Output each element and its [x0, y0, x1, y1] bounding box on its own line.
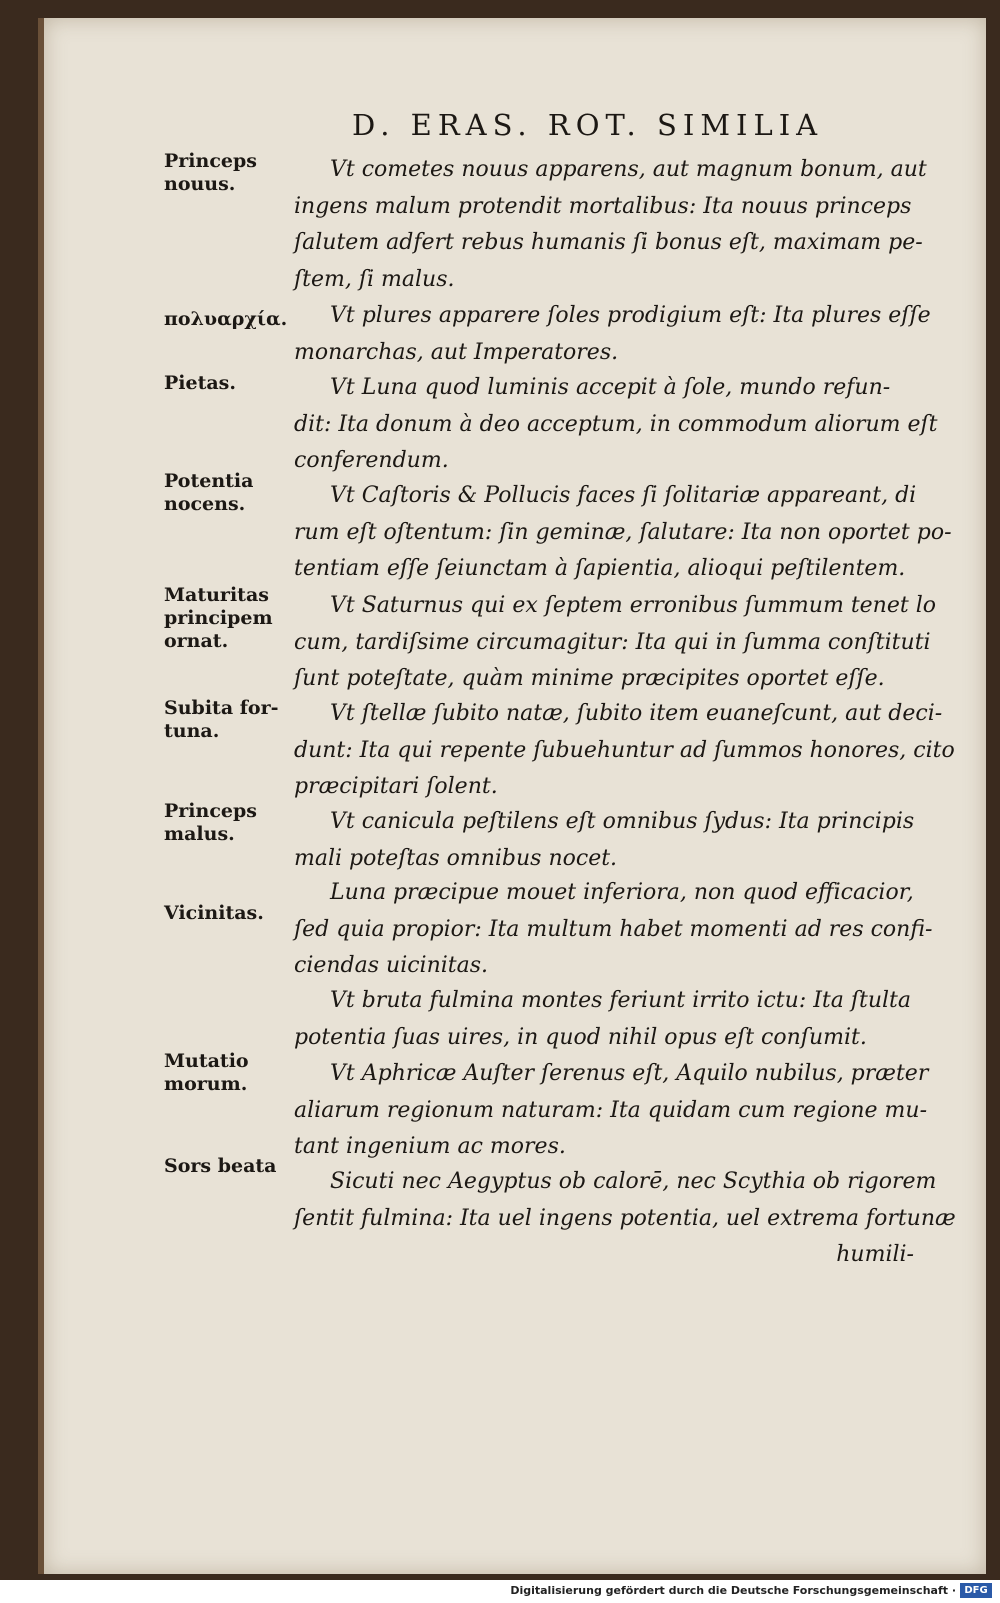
paragraph: Vt canicula peſtilens eſt omnibus ſydus: Ita principis mali poteſtas omnibus nocet. [294, 809, 915, 871]
margin-note: Pietas. [164, 372, 236, 394]
margin-note: Vicinitas. [164, 902, 264, 924]
margin-note: πολυαρχία. [164, 308, 288, 330]
dfg-logo-icon: DFG [960, 1583, 992, 1598]
margin-note: Subita for- tuna. [164, 697, 279, 742]
footer-bar [0, 1580, 1000, 1603]
margin-note: Sors beata [164, 1155, 277, 1177]
margin-note: Potentia nocens. [164, 470, 254, 515]
paragraph: Vt Aphricæ Auſter ſerenus eſt, Aquilo nubilus, præter aliarum regionum naturam: Ita quidam cum regione mu- tant ingenium ac mores. [294, 1061, 929, 1159]
margin-note: Maturitas principem ornat. [164, 584, 273, 652]
paragraph: Vt Caſtoris & Pollucis faces ſi ſolitariæ appareant, di rum eſt oſtentum: ſin geminæ, ſalutare: Ita non oportet po- tentiam eſſe ſeiunctam à ſapientia, alioqui peſtilentem. [294, 483, 952, 581]
margin-note: Mutatio morum. [164, 1050, 249, 1095]
paragraph: Vt plures apparere ſoles prodigium eſt: Ita plures eſſe monarchas, aut Imperatores. [294, 303, 931, 365]
paragraph: Vt bruta fulmina montes feriunt irrito ictu: Ita ſtulta potentia ſuas uires, in quod nihil opus eſt conſumit. [294, 988, 912, 1050]
paragraph: Vt ſtellæ ſubito natæ, ſubito item euaneſcunt, aut deci- dunt: Ita qui repente ſubuehuntur ad ſummos honores, cito præcipitari ſolent. [294, 701, 955, 799]
running-header: D. ERAS. ROT. SIMILIA [352, 108, 824, 142]
footer-credit: Digitalisierung gefördert durch die Deutsche Forschungsgemeinschaft · [510, 1584, 956, 1597]
margin-note: Princeps nouus. [164, 150, 257, 195]
paragraph: Luna præcipue mouet inferiora, non quod efficacior, ſed quia propior: Ita multum habet momenti ad res confi- ciendas uicinitas. [294, 880, 933, 978]
paragraph: Vt Saturnus qui ex ſeptem erronibus ſummum tenet lo cum, tardiſsime circumagitur: Ita qui in ſumma conſtituti ſunt poteſtate, quàm minime præcipites oportet eſſe. [294, 593, 936, 691]
paragraph: Sicuti nec Aegyptus ob calorē, nec Scythia ob rigorem ſentit fulmina: Ita uel ingens potentia, uel extrema fortunæ humili- [294, 1164, 944, 1274]
margin-note: Princeps malus. [164, 800, 257, 845]
catchword: humili- [836, 1242, 914, 1267]
paragraph: Vt cometes nouus apparens, aut magnum bonum, aut ingens malum protendit mortalibus: Ita nouus princeps ſalutem adfert rebus humanis ſi bonus eſt, maximam pe- ſtem, ſi malus. [294, 157, 927, 292]
paragraph: Vt Luna quod luminis accepit à ſole, mundo refun- dit: Ita donum à deo acceptum, in commodum aliorum eſt conferendum. [294, 375, 938, 473]
